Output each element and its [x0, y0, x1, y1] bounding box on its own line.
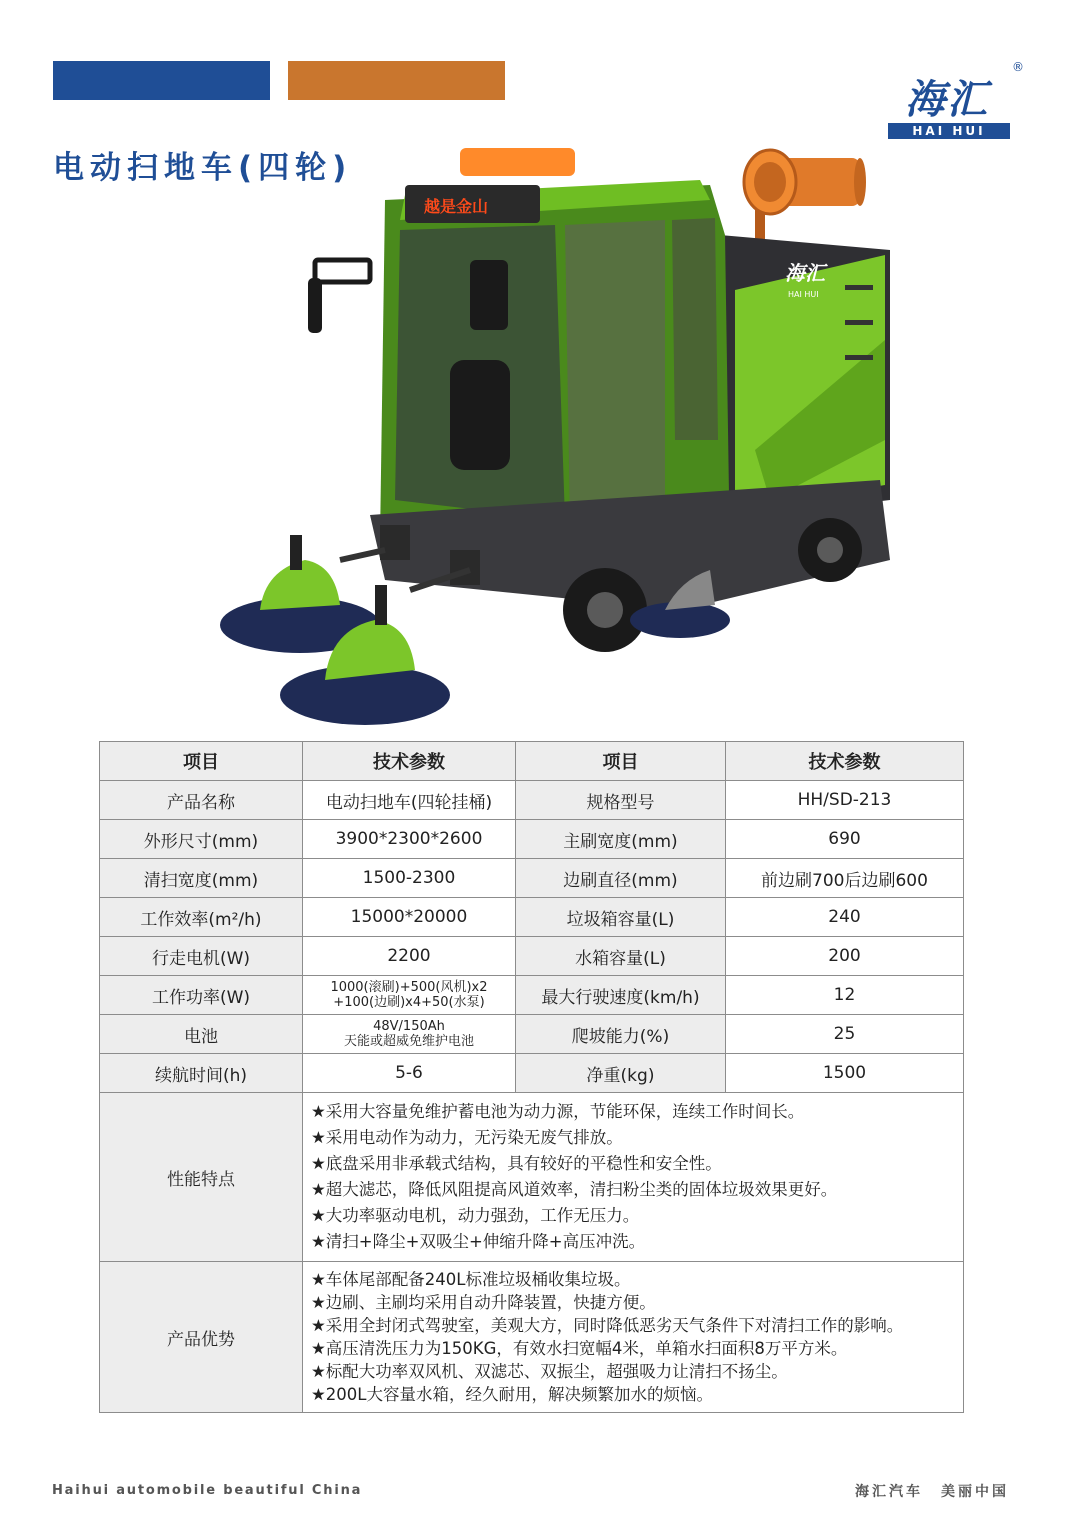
row-label: 水箱容量(L) [516, 937, 726, 976]
cab-display-text: 越是金山 [424, 197, 489, 216]
footer-slogan-en: Haihui automobile beautiful China [52, 1483, 363, 1498]
battery-line-1: 48V/150Ah [373, 1019, 445, 1034]
list-item: ★车体尾部配备240L标准垃圾桶收集垃圾。 [311, 1270, 631, 1289]
row-label: 主刷宽度(mm) [516, 820, 726, 859]
row-label: 爬坡能力(%) [516, 1015, 726, 1054]
row-value: 前边刷700后边刷600 [726, 859, 964, 898]
table-row [100, 1054, 964, 1093]
row-value: 5-6 [303, 1054, 516, 1093]
advantages-label: 产品优势 [100, 1262, 303, 1413]
list-item: ★采用电动作为动力，无污染无废气排放。 [311, 1128, 623, 1147]
list-item: ★高压清洗压力为150KG，有效水扫宽幅4米，单箱水扫面积8万平方米。 [311, 1339, 848, 1358]
features-list [303, 1093, 964, 1262]
list-item: ★边刷、主刷均采用自动升降装置，快捷方便。 [311, 1293, 656, 1312]
row-label: 外形尺寸(mm) [100, 820, 303, 859]
row-value: 1500 [726, 1054, 964, 1093]
row-label: 工作功率(W) [100, 976, 303, 1015]
table-row [100, 976, 964, 1015]
row-label: 行走电机(W) [100, 937, 303, 976]
row-value: 12 [726, 976, 964, 1015]
header-param-2: 技术参数 [726, 742, 964, 781]
row-label: 最大行驶速度(km/h) [516, 976, 726, 1015]
list-item: ★清扫+降尘+双吸尘+伸缩升降+高压冲洗。 [311, 1232, 646, 1251]
header-item-2: 项目 [516, 742, 726, 781]
list-item: ★底盘采用非承载式结构，具有较好的平稳性和安全性。 [311, 1154, 722, 1173]
sweeper-product-image [210, 140, 900, 730]
row-label: 规格型号 [516, 781, 726, 820]
table-row [100, 820, 964, 859]
list-item: ★大功率驱动电机，动力强劲，工作无压力。 [311, 1206, 640, 1225]
row-label: 续航时间(h) [100, 1054, 303, 1093]
row-value: 电动扫地车(四轮挂桶) [303, 781, 516, 820]
row-label: 清扫宽度(mm) [100, 859, 303, 898]
row-value: 2200 [303, 937, 516, 976]
row-value: 15000*20000 [303, 898, 516, 937]
features-row [100, 1093, 964, 1262]
row-value-power [303, 976, 516, 1015]
table-row [100, 859, 964, 898]
row-value: 240 [726, 898, 964, 937]
row-value: 3900*2300*2600 [303, 820, 516, 859]
table-row [100, 781, 964, 820]
advantages-row [100, 1262, 964, 1413]
row-value: HH/SD-213 [726, 781, 964, 820]
header-item-1: 项目 [100, 742, 303, 781]
features-label: 性能特点 [100, 1093, 303, 1262]
row-label: 产品名称 [100, 781, 303, 820]
body-logo-en: HAI HUI [788, 290, 819, 299]
row-value: 690 [726, 820, 964, 859]
row-value: 200 [726, 937, 964, 976]
row-label: 垃圾箱容量(L) [516, 898, 726, 937]
footer-right [855, 1481, 1009, 1501]
logo-en-text: HAI HUI [888, 123, 1010, 139]
list-item: ★采用全封闭式驾驶室，美观大方，同时降低恶劣天气条件下对清扫工作的影响。 [311, 1316, 904, 1335]
page-title: 电动扫地车(四轮) [53, 150, 353, 186]
list-item: ★标配大功率双风机、双滤芯、双振尘，超强吸力让清扫不扬尘。 [311, 1362, 788, 1381]
logo-cn-text: 海汇 [905, 77, 989, 123]
advantages-list [303, 1262, 964, 1413]
list-item: ★超大滤芯，降低风阻提高风道效率，清扫粉尘类的固体垃圾效果更好。 [311, 1180, 838, 1199]
table-row [100, 1015, 964, 1054]
power-line-2: +100(边刷)x4+50(水泵) [333, 995, 485, 1010]
blue-accent-bar [53, 61, 270, 100]
row-label: 净重(kg) [516, 1054, 726, 1093]
row-value: 25 [726, 1015, 964, 1054]
table-row [100, 937, 964, 976]
warning-light [460, 148, 575, 176]
list-item: ★200L大容量水箱，经久耐用，解决频繁加水的烦恼。 [311, 1385, 713, 1404]
footer-slogan-cn: 美丽中国 [941, 1484, 1009, 1500]
row-label: 电池 [100, 1015, 303, 1054]
table-header-row [100, 742, 964, 781]
spec-table [99, 741, 964, 1413]
rear-container [720, 235, 890, 520]
body-logo: 海汇 [785, 261, 825, 285]
registered-mark: ® [1012, 60, 1024, 74]
footer-brand-cn: 海汇汽车 [855, 1484, 923, 1500]
row-value: 1500-2300 [303, 859, 516, 898]
mist-cannon [744, 150, 866, 240]
row-label: 边刷直径(mm) [516, 859, 726, 898]
brand-logo [884, 60, 1032, 142]
table-row [100, 898, 964, 937]
row-label: 工作效率(m²/h) [100, 898, 303, 937]
header-param-1: 技术参数 [303, 742, 516, 781]
battery-line-2: 天能或超威免维护电池 [343, 1034, 474, 1049]
row-value-battery [303, 1015, 516, 1054]
list-item: ★采用大容量免维护蓄电池为动力源，节能环保，连续工作时间长。 [311, 1102, 805, 1121]
power-line-1: 1000(滚刷)+500(风机)x2 [330, 980, 488, 995]
orange-accent-bar [288, 61, 505, 100]
